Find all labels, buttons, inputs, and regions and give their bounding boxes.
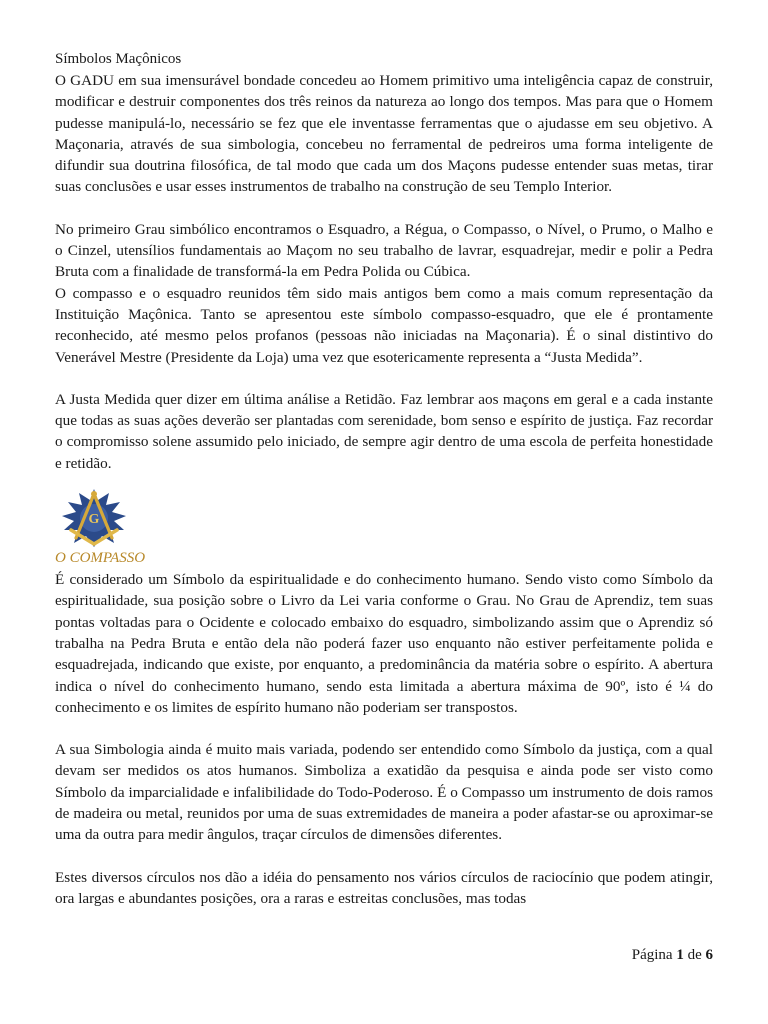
document-title: Símbolos Maçônicos xyxy=(55,51,182,67)
paragraph-spacer xyxy=(55,718,713,739)
compasso-paragraph-1: É considerado um Símbolo da espiritualidade e do conhecimento humano. Sendo visto como Símbolo da espiritualidade, sua posição sobre o Livro da Lei varia conforme o Grau. No Grau de Aprendiz, tem suas pontas voltadas para o Ocidente e colocado embaixo do esquadro, simbolizando assim que o Aprendiz só trabalha na Pedra Bruta e então dela não poderá fazer uso enquanto não estiver perfeitamente polida e esquadrejada, indicando que existe, por enquanto, a predominância da matéria sobre o espírito. A abertura indica o nível do conhecimento humano, sendo esta limitada a abertura máxima de 90º, isto é ¼ do conhecimento e os limites de espírito humano não poderiam ser transpostos. xyxy=(55,571,713,716)
intro-paragraph-1: O GADU em sua imensurável bondade concedeu ao Homem primitivo uma inteligência capaz de construir, modificar e destruir componentes dos três reinos da natureza ao longo dos tempos. Mas para que o Homem pudesse manipulá-lo, necessário se fez que ele inventasse ferramentas que o ajudasse em seu objetivo. A Maçonaria, através de sua simbologia, concebeu no ferramental de pedreiros uma forma inteligente de difundir sua doutrina filosófica, de tal modo que cada um dos Maçons pudesse entender suas metas, tirar suas conclusões e usar esses instrumentos de trabalho na construção de seu Templo Interior. xyxy=(55,72,713,196)
compasso-paragraph-2: A sua Simbologia ainda é muito mais variada, podendo ser entendido como Símbolo da justiça, com a qual devam ser medidos os atos humanos. Simboliza a exatidão da pesquisa e ainda pode ser visto como Símbolo da imparcialidade e infalibilidade do Todo-Poderoso. É o Compasso um instrumento de dois ramos de madeira ou metal, reunidos por uma de suas extremidades de maneira a poder afastar-se ou aproximar-se uma da outra para medir ângulos, traçar círculos de dimensões diferentes. xyxy=(55,741,713,844)
emblem-letter: G xyxy=(88,512,100,528)
section-title-compasso: O COMPASSO xyxy=(55,550,146,567)
paragraph-spacer xyxy=(55,846,713,867)
paragraph-spacer xyxy=(55,198,713,219)
paragraph-spacer xyxy=(55,368,713,389)
page-number-footer xyxy=(632,945,713,966)
total-pages-number: 6 xyxy=(705,947,713,963)
intro-paragraph-3: O compasso e o esquadro reunidos têm sido mais antigos bem como a mais comum representação da Instituição Maçônica. Tanto se apresentou este símbolo compasso-esquadro, que ele é prontamente reconhecido, até mesmo pelos profanos (pessoas não iniciadas na Maçonaria). É o sinal distintivo do Venerável Mestre (Presidente da Loja) uma vez que esotericamente representa a “Justa Medida”. xyxy=(55,284,713,366)
page-label: Página xyxy=(631,947,673,963)
current-page-number: 1 xyxy=(676,947,684,963)
of-label: de xyxy=(687,947,702,963)
intro-paragraph-2: No primeiro Grau simbólico encontramos o Esquadro, a Régua, o Compasso, o Nível, o Prumo, o Malho e o Cinzel, utensílios fundamentais ao Maçom no seu trabalho de lavrar, esquadrejar, medir e polir a Pedra Bruta com a finalidade de transformá-la em Pedra Polida ou Cúbica. xyxy=(55,220,713,281)
square-and-compass-emblem-icon xyxy=(54,488,134,548)
compasso-paragraph-3: Estes diversos círculos nos dão a idéia do pensamento nos vários círculos de raciocínio que podem atingir, ora largas e abundantes posições, ora a raras e estreitas conclusões, mas todas xyxy=(55,868,713,907)
intro-paragraph-4: A Justa Medida quer dizer em última análise a Retidão. Faz lembrar aos maçons em geral e a cada instante que todas as suas ações deverão ser plantadas com serenidade, bom senso e espírito de justiça. Faz recordar o compromisso solene assumido pelo iniciado, de sempre agir dentro de uma escola de perfeita honestidade e retidão. xyxy=(55,390,713,472)
